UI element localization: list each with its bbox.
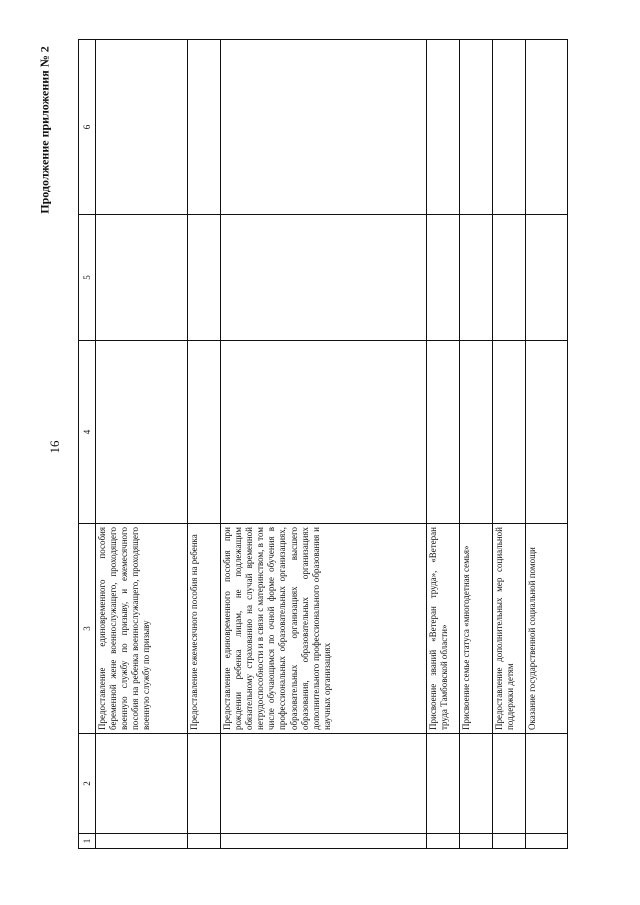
- cell-empty: [427, 215, 460, 341]
- table-row: [96, 40, 188, 849]
- service-cell: Предоставление ежемесячного пособия на ребенка: [188, 524, 221, 734]
- col-header-4: 4: [79, 341, 96, 524]
- col-header-2: 2: [79, 734, 96, 834]
- cell-empty: [493, 834, 526, 849]
- cell-empty: [460, 834, 493, 849]
- cell-empty: [526, 834, 568, 849]
- cell-empty: [427, 834, 460, 849]
- cell-empty: [188, 734, 221, 834]
- cell-empty: [221, 215, 427, 341]
- cell-empty: [427, 734, 460, 834]
- col-header-5: 5: [79, 215, 96, 341]
- continuation-header-text: Продолжение приложения № 2: [37, 45, 52, 214]
- cell-empty: [188, 215, 221, 341]
- appendix-table: [78, 39, 568, 849]
- table-row: [493, 40, 526, 849]
- table-row: [427, 40, 460, 849]
- col-header-3: 3: [79, 524, 96, 734]
- cell-empty: [526, 215, 568, 341]
- table-row: [460, 40, 493, 849]
- cell-empty: [526, 40, 568, 215]
- header-row: [79, 40, 96, 849]
- service-cell: Присвоение званий «Ветеран труда», «Ветеран труда Тамбовской области»: [427, 524, 460, 734]
- cell-empty: [460, 215, 493, 341]
- table-row: [188, 40, 221, 849]
- cell-empty: [460, 341, 493, 524]
- cell-empty: [493, 215, 526, 341]
- cell-empty: [427, 341, 460, 524]
- service-cell: Предоставление единовременного пособия при рождении ребенка лицам, не подлежащим обязательному страхованию на случай временной нетрудоспособности и в связи с материнством, в том числе обучающимся по очной форме обучения в профессиональных образовательных организациях, образовательных организациях высшего образования, образовательных организациях дополнительного профессионального образования и научных организациях: [221, 524, 427, 734]
- cell-empty: [96, 734, 188, 834]
- cell-empty: [460, 40, 493, 215]
- cell-empty: [526, 734, 568, 834]
- cell-empty: [460, 734, 493, 834]
- service-cell: Предоставление дополнительных мер социальной поддержки детям: [493, 524, 526, 734]
- rotated-table-wrapper: [78, 40, 537, 849]
- service-cell: Предоставление единовременного пособия беременной жене военнослужащего, проходящего военную службу по призыву, и ежемесячного пособия на ребенка военнослужащего, проходящего военную службу по призыву: [96, 524, 188, 734]
- cell-empty: [493, 734, 526, 834]
- continuation-header: [33, 22, 57, 237]
- col-header-6: 6: [79, 40, 96, 215]
- cell-empty: [96, 341, 188, 524]
- cell-empty: [493, 40, 526, 215]
- cell-empty: [221, 834, 427, 849]
- service-cell: Присвоение семье статуса «многодетная семья»: [460, 524, 493, 734]
- cell-empty: [221, 341, 427, 524]
- cell-empty: [221, 734, 427, 834]
- service-cell: Оказание государственной социальной помощи: [526, 524, 568, 734]
- cell-empty: [96, 834, 188, 849]
- table-row: [526, 40, 568, 849]
- cell-empty: [188, 341, 221, 524]
- cell-empty: [427, 40, 460, 215]
- cell-empty: [188, 834, 221, 849]
- page-number: [45, 432, 65, 462]
- page-number-text: 16: [47, 440, 62, 454]
- cell-empty: [188, 40, 221, 215]
- cell-empty: [96, 40, 188, 215]
- cell-empty: [526, 341, 568, 524]
- cell-empty: [493, 341, 526, 524]
- cell-empty: [96, 215, 188, 341]
- table-row: [221, 40, 427, 849]
- col-header-1: 1: [79, 834, 96, 849]
- cell-empty: [221, 40, 427, 215]
